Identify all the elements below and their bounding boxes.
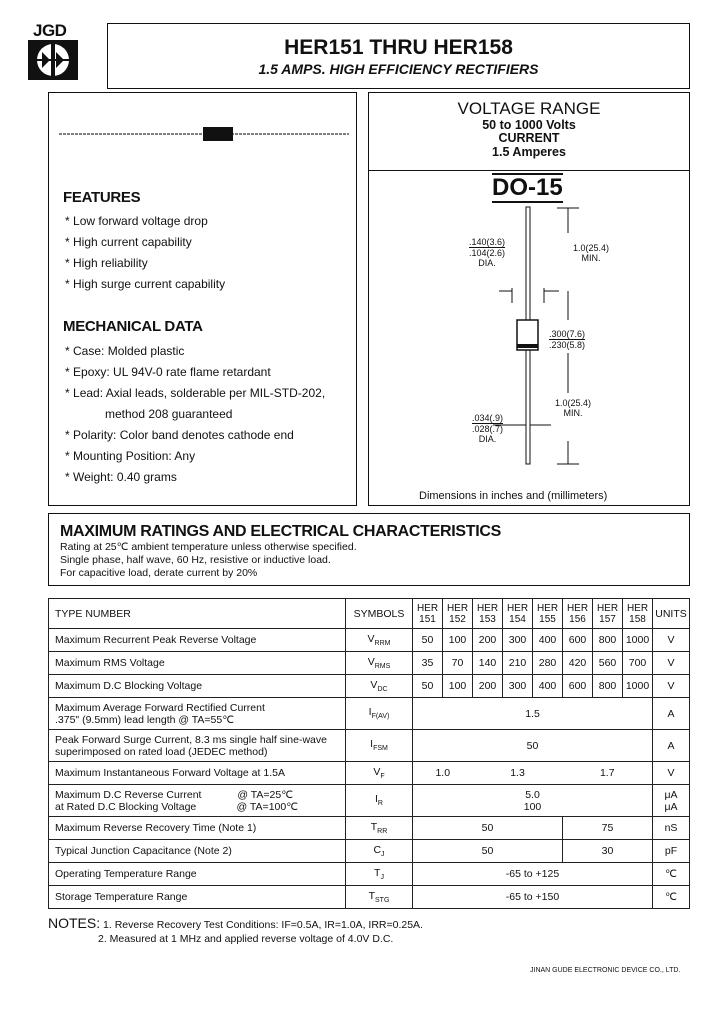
part-number: 156 bbox=[569, 613, 586, 625]
mech-item: * Polarity: Color band denotes cathode end bbox=[65, 428, 294, 442]
desc-text: Maximum Instantaneous Forward Voltage at 1.5A bbox=[55, 767, 285, 779]
part-number: 153 bbox=[479, 613, 496, 625]
desc-text: Maximum Average Forward Rectified Current bbox=[55, 701, 265, 714]
value-cell: 210 bbox=[503, 652, 533, 675]
mech-item: * Mounting Position: Any bbox=[65, 449, 196, 463]
value-cell: 800 bbox=[593, 629, 623, 652]
unit-text: pF bbox=[664, 845, 678, 857]
param-desc bbox=[49, 817, 346, 840]
symbol bbox=[346, 863, 413, 886]
unit-text: A bbox=[667, 707, 675, 720]
symbols-header: SYMBOLS bbox=[346, 599, 413, 629]
param-desc bbox=[49, 730, 346, 762]
unit bbox=[653, 886, 690, 909]
current-value: 1.5 Amperes bbox=[492, 145, 566, 160]
part-prefix: HER bbox=[506, 602, 529, 614]
mech-item: * Weight: 0.40 grams bbox=[65, 470, 177, 484]
lead-length-dim-top: 1.0(25.4) MIN. bbox=[573, 243, 610, 263]
param-desc bbox=[49, 886, 346, 909]
note-item: 2. Measured at 1 MHz and applied reverse voltage of 4.0V D.C. bbox=[98, 933, 394, 945]
param-desc bbox=[49, 762, 346, 785]
value-cell: 100 bbox=[443, 675, 473, 698]
part-header bbox=[473, 599, 503, 629]
features-panel bbox=[48, 92, 357, 506]
value-cell: 400 bbox=[533, 629, 563, 652]
unit-text-2: μA bbox=[664, 800, 678, 813]
table-row bbox=[49, 730, 690, 762]
title-box bbox=[107, 23, 690, 89]
symbol-main: V bbox=[367, 632, 375, 645]
table-row bbox=[49, 840, 690, 863]
desc-text: Maximum D.C Reverse Current bbox=[55, 788, 202, 801]
symbol-sub: F(AV) bbox=[371, 713, 390, 721]
ratings-line: For capacitive load, derate current by 20% bbox=[60, 567, 258, 579]
desc-text: Maximum RMS Voltage bbox=[55, 657, 165, 669]
part-prefix: HER bbox=[626, 602, 649, 614]
symbol-sub: J bbox=[381, 851, 385, 859]
feature-text: High surge current capability bbox=[73, 277, 226, 291]
unit bbox=[653, 629, 690, 652]
part-header bbox=[623, 599, 653, 629]
value-cell: 600 bbox=[563, 675, 593, 698]
value-cell: 100 bbox=[443, 629, 473, 652]
feature-text: High current capability bbox=[73, 235, 192, 249]
symbol-main: T bbox=[368, 889, 376, 902]
mech-text: Weight: 0.40 grams bbox=[73, 470, 177, 484]
lead-length-dim-bottom: 1.0(25.4) MIN. bbox=[555, 398, 592, 418]
symbol-main: I bbox=[370, 738, 374, 751]
param-desc bbox=[49, 629, 346, 652]
mech-item: * Case: Molded plastic bbox=[65, 344, 185, 358]
symbol-sub: RMS bbox=[374, 663, 391, 671]
mech-text: Polarity: Color band denotes cathode end bbox=[73, 428, 294, 442]
value-cell: 1000 bbox=[623, 629, 653, 652]
desc-text: Operating Temperature Range bbox=[55, 868, 197, 880]
part-header bbox=[593, 599, 623, 629]
mech-item: method 208 guaranteed bbox=[105, 407, 233, 421]
value-cell: 35 bbox=[413, 652, 443, 675]
package-drawing bbox=[369, 203, 689, 483]
current-label: CURRENT bbox=[498, 131, 560, 146]
desc-text: Maximum Recurrent Peak Reverse Voltage bbox=[55, 634, 257, 646]
part-prefix: HER bbox=[416, 602, 439, 614]
symbol-sub: R bbox=[377, 800, 383, 808]
part-header bbox=[533, 599, 563, 629]
unit bbox=[653, 675, 690, 698]
voltage-label: VOLTAGE RANGE bbox=[457, 99, 601, 118]
feature-text: Low forward voltage drop bbox=[73, 214, 208, 228]
value-cell: 75 bbox=[563, 817, 653, 840]
param-desc bbox=[49, 840, 346, 863]
table-row bbox=[49, 675, 690, 698]
unit bbox=[653, 730, 690, 762]
features-heading: FEATURES bbox=[63, 189, 141, 206]
value-cell: 1000 bbox=[623, 675, 653, 698]
symbol-main: V bbox=[370, 678, 378, 691]
value-cell bbox=[413, 698, 653, 730]
unit-text: A bbox=[667, 739, 675, 752]
type-number-header: TYPE NUMBER bbox=[49, 599, 346, 629]
ratings-line: Single phase, half wave, 60 Hz, resistive or inductive load. bbox=[60, 554, 331, 566]
unit-text: μA bbox=[664, 788, 678, 801]
value-cell: 70 bbox=[443, 652, 473, 675]
part-number: 155 bbox=[539, 613, 556, 625]
mech-text: Case: Molded plastic bbox=[73, 344, 185, 358]
symbol-sub: FSM bbox=[373, 745, 388, 753]
value-cell: 280 bbox=[533, 652, 563, 675]
package-name: DO-15 bbox=[492, 174, 563, 201]
part-prefix: HER bbox=[566, 602, 589, 614]
unit-text: ℃ bbox=[665, 868, 677, 880]
value-cell: 600 bbox=[563, 629, 593, 652]
value-cell: 560 bbox=[593, 652, 623, 675]
symbol-main: I bbox=[368, 706, 372, 719]
part-number: 154 bbox=[509, 613, 526, 625]
symbol-main: I bbox=[375, 793, 378, 806]
mech-text: Mounting Position: Any bbox=[73, 449, 196, 463]
value-cell bbox=[413, 863, 653, 886]
value-text: -65 to +150 bbox=[505, 891, 560, 903]
ratings-heading: MAXIMUM RATINGS AND ELECTRICAL CHARACTERISTICS bbox=[60, 523, 502, 540]
footer-company: JINAN GUDE ELECTRONIC DEVICE CO., LTD. bbox=[530, 967, 681, 974]
desc-text-2: at Rated D.C Blocking Voltage bbox=[55, 800, 197, 813]
desc-text: Typical Junction Capacitance (Note 2) bbox=[55, 845, 232, 857]
body-diameter-dim: .140(3.6) .104(2.6) DIA. bbox=[469, 237, 506, 268]
value-text: 50 bbox=[526, 739, 539, 752]
unit bbox=[653, 698, 690, 730]
desc-text: Maximum D.C Blocking Voltage bbox=[55, 680, 203, 692]
mech-item: * Lead: Axial leads, solderable per MIL-STD-202, bbox=[65, 386, 326, 400]
feature-item: * High reliability bbox=[65, 256, 148, 270]
table-row bbox=[49, 817, 690, 840]
symbol-main: V bbox=[373, 765, 381, 778]
param-desc bbox=[49, 863, 346, 886]
value-cell: 1.3 bbox=[473, 762, 563, 785]
value-cell: 300 bbox=[503, 675, 533, 698]
feature-text: High reliability bbox=[73, 256, 148, 270]
value-cell: 30 bbox=[563, 840, 653, 863]
dimensions-caption: Dimensions in inches and (millimeters) bbox=[419, 490, 608, 502]
symbol-sub: RR bbox=[377, 828, 388, 836]
value-cell bbox=[413, 730, 653, 762]
symbol-sub: STG bbox=[375, 897, 390, 905]
part-prefix: HER bbox=[596, 602, 619, 614]
diode-illustration bbox=[59, 126, 349, 142]
part-prefix: HER bbox=[476, 602, 499, 614]
value-text: 1.5 bbox=[525, 707, 540, 720]
table-row bbox=[49, 698, 690, 730]
mech-text: Lead: Axial leads, solderable per MIL-STD-202, bbox=[73, 386, 326, 400]
value-cell: 200 bbox=[473, 629, 503, 652]
part-prefix: HER bbox=[446, 602, 469, 614]
table-row bbox=[49, 652, 690, 675]
part-header bbox=[563, 599, 593, 629]
desc-text: Storage Temperature Range bbox=[55, 891, 188, 903]
notes-label: NOTES: bbox=[48, 915, 101, 931]
ratings-line: Rating at 25℃ ambient temperature unless otherwise specified. bbox=[60, 541, 357, 553]
value-cell: 400 bbox=[533, 675, 563, 698]
symbol-main: T bbox=[374, 866, 381, 879]
table-row bbox=[49, 629, 690, 652]
value-text: -65 to +125 bbox=[505, 868, 560, 880]
table-header-row bbox=[49, 599, 690, 629]
unit-text: ℃ bbox=[665, 891, 677, 903]
logo-icon bbox=[28, 40, 78, 80]
lead-diameter-dim: .034(.9) .028(.7) DIA. bbox=[472, 413, 504, 444]
part-number: 158 bbox=[629, 613, 646, 625]
value-cell: 50 bbox=[413, 817, 563, 840]
notes bbox=[48, 915, 423, 945]
units-header: UNITS bbox=[653, 599, 690, 629]
mechanical-heading: MECHANICAL DATA bbox=[63, 318, 203, 335]
body-length-dim: .300(7.6) .230(5.8) bbox=[549, 329, 586, 350]
param-desc bbox=[49, 675, 346, 698]
condition: @ TA=25℃ bbox=[237, 788, 293, 801]
table-row bbox=[49, 785, 690, 817]
value-text-2: 100 bbox=[523, 800, 542, 813]
part-header bbox=[413, 599, 443, 629]
table-row bbox=[49, 762, 690, 785]
value-cell bbox=[413, 785, 653, 817]
value-cell: 200 bbox=[473, 675, 503, 698]
package-panel bbox=[368, 92, 690, 506]
unit bbox=[653, 762, 690, 785]
mech-item: * Epoxy: UL 94V-0 rate flame retardant bbox=[65, 365, 271, 379]
value-cell: 300 bbox=[503, 629, 533, 652]
ratings-box bbox=[48, 513, 690, 586]
page-subtitle: 1.5 AMPS. HIGH EFFICIENCY RECTIFIERS bbox=[258, 61, 539, 77]
unit-text: V bbox=[667, 657, 675, 669]
unit bbox=[653, 863, 690, 886]
value-cell: 420 bbox=[563, 652, 593, 675]
part-header bbox=[503, 599, 533, 629]
logo-text: JGD bbox=[33, 21, 67, 40]
unit-text: V bbox=[667, 634, 675, 646]
part-header bbox=[443, 599, 473, 629]
param-desc bbox=[49, 652, 346, 675]
value-cell bbox=[413, 886, 653, 909]
symbol bbox=[346, 629, 413, 652]
value-cell: 1.0 bbox=[413, 762, 473, 785]
value-cell: 800 bbox=[593, 675, 623, 698]
table-row bbox=[49, 886, 690, 909]
desc-text-2: .375" (9.5mm) lead length @ TA=55℃ bbox=[55, 713, 235, 726]
feature-item: * High current capability bbox=[65, 235, 192, 249]
symbol bbox=[346, 762, 413, 785]
unit-text: V bbox=[667, 680, 675, 692]
table-row bbox=[49, 863, 690, 886]
unit-text: nS bbox=[664, 822, 678, 834]
symbol-sub: RRM bbox=[374, 640, 391, 648]
page-title: HER151 THRU HER158 bbox=[284, 36, 513, 59]
symbol bbox=[346, 698, 413, 730]
unit-text: V bbox=[667, 767, 675, 779]
symbol-main: V bbox=[367, 655, 375, 668]
feature-item: * High surge current capability bbox=[65, 277, 226, 291]
param-desc bbox=[49, 698, 346, 730]
value-cell: 50 bbox=[413, 840, 563, 863]
symbol bbox=[346, 817, 413, 840]
unit bbox=[653, 785, 690, 817]
symbol bbox=[346, 652, 413, 675]
mech-text: Epoxy: UL 94V-0 rate flame retardant bbox=[73, 365, 271, 379]
desc-text: Maximum Reverse Recovery Time (Note 1) bbox=[55, 822, 257, 834]
ratings-summary bbox=[369, 100, 689, 171]
note-item: 1. Reverse Recovery Test Conditions: IF=0.5A, IR=1.0A, IRR=0.25A. bbox=[103, 919, 423, 931]
part-number: 157 bbox=[599, 613, 616, 625]
symbol bbox=[346, 675, 413, 698]
value-cell: 50 bbox=[413, 629, 443, 652]
unit bbox=[653, 652, 690, 675]
voltage-value: 50 to 1000 Volts bbox=[482, 117, 576, 132]
unit bbox=[653, 817, 690, 840]
symbol-sub: DC bbox=[377, 686, 388, 694]
symbol-sub: F bbox=[380, 773, 385, 781]
value-cell: 140 bbox=[473, 652, 503, 675]
part-number: 151 bbox=[419, 613, 436, 625]
symbol-sub: J bbox=[380, 874, 384, 882]
feature-item: * Low forward voltage drop bbox=[65, 214, 208, 228]
symbol bbox=[346, 785, 413, 817]
characteristics-table bbox=[48, 598, 690, 909]
part-prefix: HER bbox=[536, 602, 559, 614]
value-cell: 50 bbox=[413, 675, 443, 698]
unit bbox=[653, 840, 690, 863]
value-cell: 700 bbox=[623, 652, 653, 675]
value-cell: 1.7 bbox=[563, 762, 653, 785]
value-text: 5.0 bbox=[525, 788, 540, 801]
param-desc bbox=[49, 785, 346, 817]
desc-text: Peak Forward Surge Current, 8.3 ms single half sine-wave bbox=[55, 733, 327, 746]
symbol-main: C bbox=[373, 843, 382, 856]
symbol bbox=[346, 840, 413, 863]
symbol bbox=[346, 886, 413, 909]
part-number: 152 bbox=[449, 613, 466, 625]
symbol-main: T bbox=[370, 820, 378, 833]
desc-text-2: superimposed on rated load (JEDEC method) bbox=[55, 745, 268, 758]
symbol bbox=[346, 730, 413, 762]
condition-2: @ TA=100℃ bbox=[236, 800, 298, 813]
